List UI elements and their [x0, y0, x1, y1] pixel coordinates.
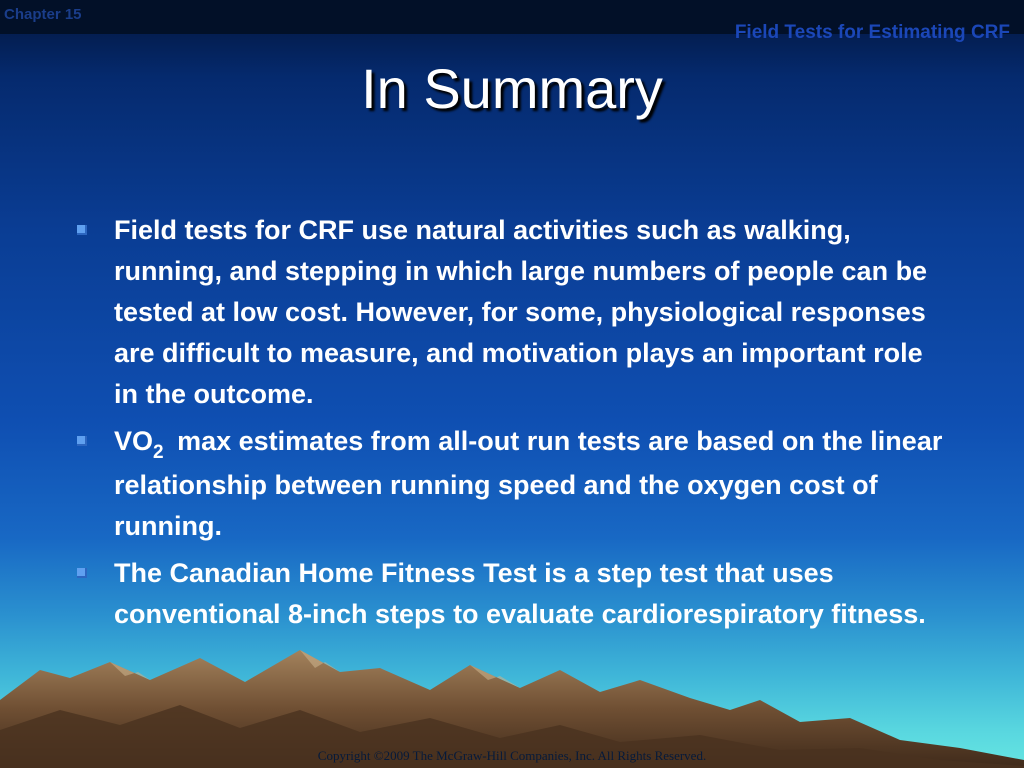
chapter-label: Chapter 15: [4, 6, 82, 23]
square-bullet-icon: [77, 225, 87, 235]
bullet-list: [74, 210, 954, 641]
slide-title: In Summary: [361, 57, 663, 120]
vo2-subscript: 2: [153, 442, 164, 463]
bullet-text: The Canadian Home Fitness Test is a step test that uses conventional 8-inch steps to evaluate cardiorespiratory fitness.: [114, 558, 926, 629]
square-bullet-icon: [77, 568, 87, 578]
square-bullet-icon: [77, 436, 87, 446]
bullet-text: max estimates from all-out run tests are based on the linear relationship between running speed and the oxygen cost of running.: [114, 426, 943, 541]
bullet-item: [74, 553, 954, 635]
section-title: Field Tests for Estimating CRF: [734, 22, 1010, 43]
copyright-footer: Copyright ©2009 The McGraw-Hill Companies, Inc. All Rights Reserved.: [317, 748, 707, 763]
vo2-prefix: VO: [114, 426, 154, 456]
bullet-text: Field tests for CRF use natural activities such as walking, running, and stepping in which large numbers of people can be tested at low cost. However, for some, physiological responses are difficult to measure, and motivation plays an important role in the outcome.: [114, 215, 928, 409]
bullet-item: [74, 210, 954, 415]
bullet-item: [74, 421, 954, 547]
